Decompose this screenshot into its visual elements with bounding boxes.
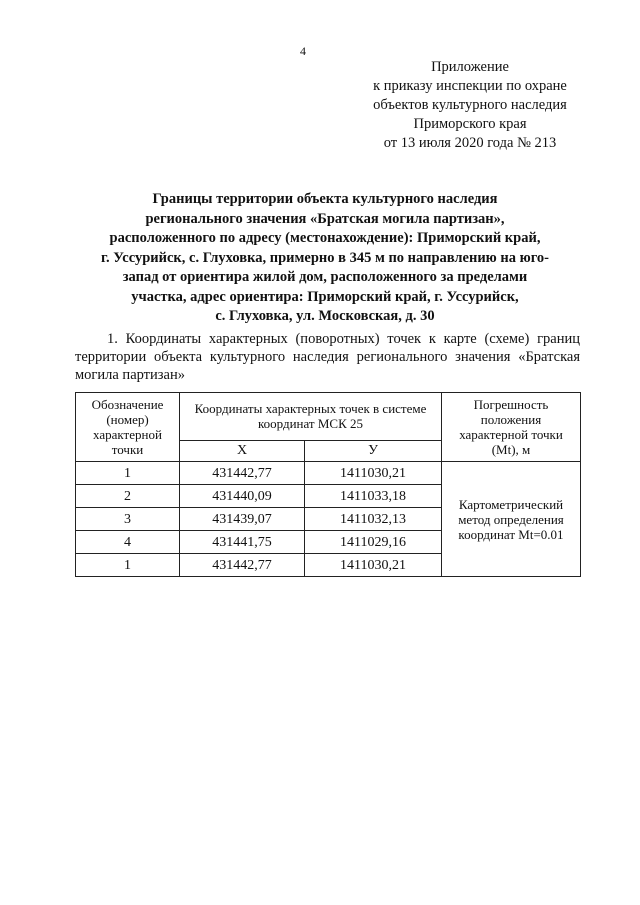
cell-y: 1411030,21 [305, 554, 442, 577]
cell-x: 431441,75 [180, 531, 305, 554]
title-line: регионального значения «Братская могила партизан», [145, 210, 505, 227]
cell-point-number: 2 [76, 485, 180, 508]
cell-x: 431442,77 [180, 554, 305, 577]
coordinates-table [75, 392, 581, 577]
cell-y: 1411030,21 [305, 462, 442, 485]
title-line: запад от ориентира жилой дом, расположенного за пределами [122, 269, 528, 285]
table-header-row [76, 393, 581, 441]
cell-point-number: 3 [76, 508, 180, 531]
appendix-line: Приложение [431, 59, 509, 75]
appendix-block [340, 58, 600, 153]
page-number: 4 [300, 44, 306, 58]
paragraph-line: могила партизан» [75, 367, 185, 383]
title-line: Границы территории объекта культурного наследия [152, 191, 498, 207]
header-x: X [180, 440, 305, 461]
cell-y: 1411032,13 [305, 508, 442, 531]
header-y: У [305, 440, 442, 461]
cell-point-number: 4 [76, 531, 180, 554]
paragraph-line: территории объекта культурного наследия регионального значения «Братская [75, 349, 580, 365]
appendix-line: к приказу инспекции по охране [373, 78, 567, 94]
header-coordinates: Координаты характерных точек в системе координат МСК 25 [180, 393, 442, 441]
document-title [90, 190, 560, 327]
cell-point-number: 1 [76, 462, 180, 485]
title-line: г. Уссурийск, с. Глуховка, примерно в 345 м по направлению на юго- [101, 249, 549, 266]
title-line: с. Глуховка, ул. Московская, д. 30 [215, 308, 435, 324]
cell-x: 431440,09 [180, 485, 305, 508]
appendix-line: объектов культурного наследия [373, 97, 567, 113]
cell-y: 1411033,18 [305, 485, 442, 508]
appendix-line: от 13 июля 2020 года № 213 [383, 135, 557, 151]
paragraph-line: 1. Координаты характерных (поворотных) точек к карте (схеме) границ [107, 331, 580, 347]
cell-y: 1411029,16 [305, 531, 442, 554]
cell-point-number: 1 [76, 554, 180, 577]
cell-method: Картометрический метод определения координат Mt=0.01 [442, 462, 581, 577]
coordinates-paragraph [75, 330, 580, 384]
title-line: расположенного по адресу (местонахождение): Приморский край, [109, 230, 541, 246]
cell-x: 431439,07 [180, 508, 305, 531]
cell-x: 431442,77 [180, 462, 305, 485]
table-row [76, 462, 581, 485]
title-line: участка, адрес ориентира: Приморский край, г. Уссурийск, [131, 288, 519, 305]
appendix-line: Приморского края [413, 116, 527, 132]
header-error: Погрешность положения характерной точки (Mt), м [442, 393, 581, 462]
header-point-number: Обозначение (номер) характерной точки [76, 393, 180, 462]
